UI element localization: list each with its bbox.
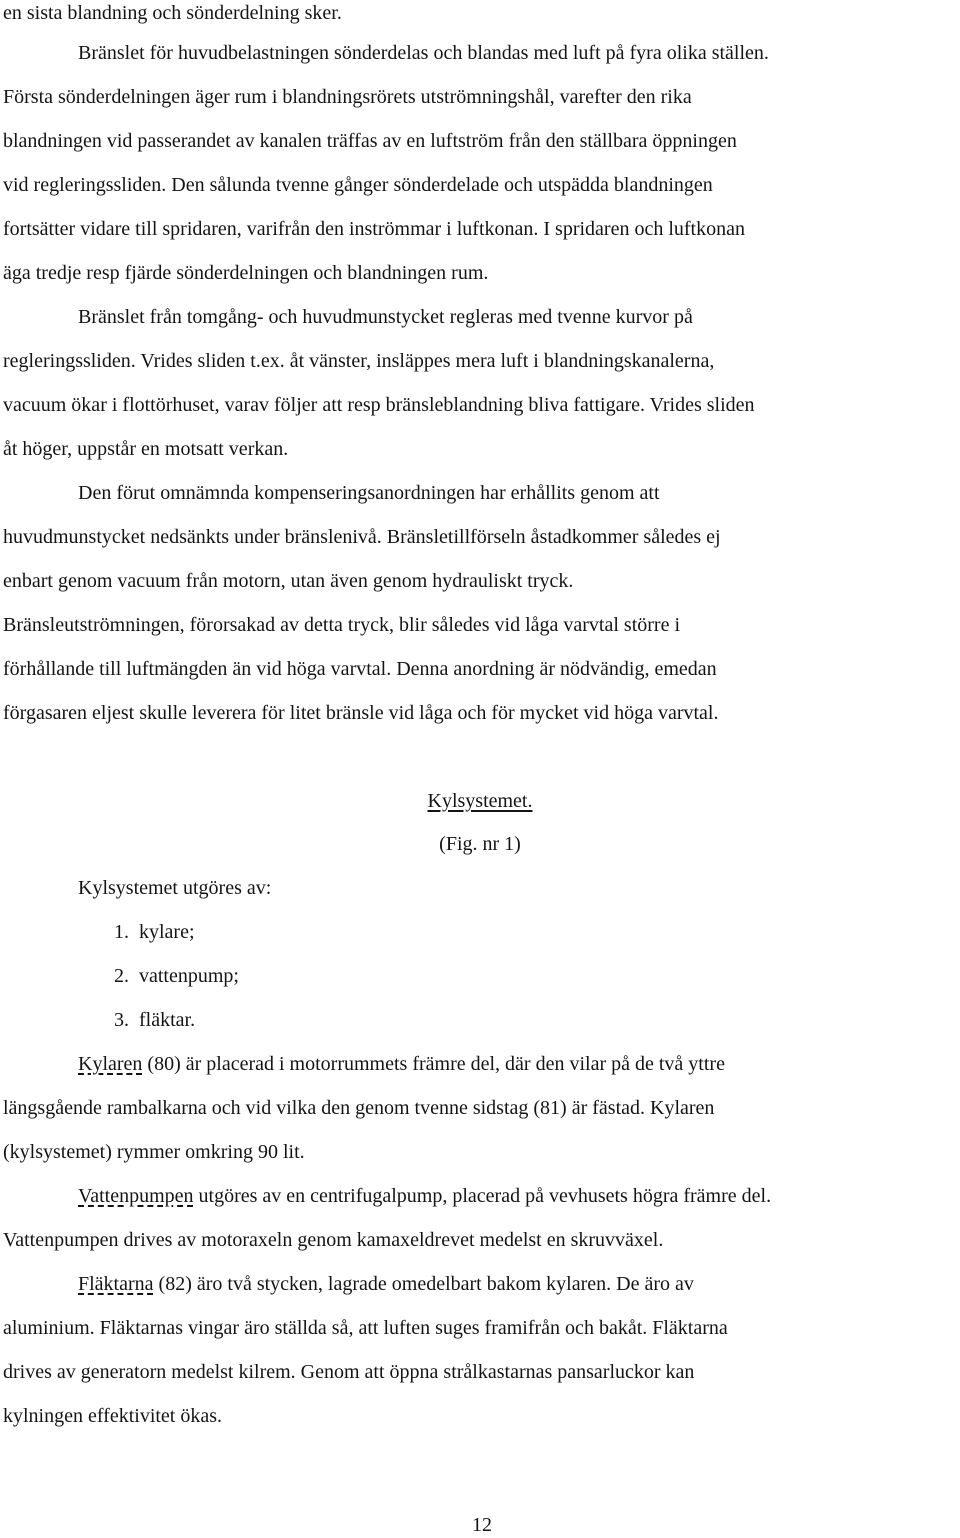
text-line: (kylsystemet) rymmer omkring 90 lit.	[3, 1141, 305, 1163]
text-line: aluminium. Fläktarnas vingar äro ställda så, att luften suges framifrån och bakåt. Fläktarna	[3, 1317, 728, 1339]
paragraph-text: utgöres av en centrifugalpump, placerad på vevhusets högra främre del.	[193, 1185, 772, 1207]
text-line: huvudmunstycket nedsänkts under bränslenivå. Bränsletillförseln åstadkommer således ej	[3, 526, 721, 548]
text-line: blandningen vid passerandet av kanalen träffas av en luftström från den ställbara öppningen	[3, 130, 737, 152]
paragraph-first-line: Bränslet från tomgång- och huvudmunstycket regleras med tvenne kurvor på	[78, 306, 693, 328]
text-line: enbart genom vacuum från motorn, utan även genom hydrauliskt tryck.	[3, 570, 574, 592]
paragraph-vattenpumpen	[78, 1183, 771, 1209]
text-line: förgasaren eljest skulle leverera för litet bränsle vid låga och för mycket vid höga varvtal.	[3, 702, 719, 724]
paragraph-text: (82) äro två stycken, lagrade omedelbart bakom kylaren. De äro av	[153, 1273, 694, 1295]
section-heading	[0, 788, 960, 814]
paragraph-first-line: Bränslet för huvudbelastningen sönderdelas och blandas med luft på fyra olika ställen.	[78, 42, 769, 64]
list-text: fläktar.	[139, 1009, 196, 1031]
list-number: 2.	[114, 965, 129, 987]
term-vattenpumpen: Vattenpumpen	[78, 1185, 194, 1207]
components-intro: Kylsystemet utgöres av:	[78, 877, 272, 899]
list-text: vattenpump;	[139, 965, 239, 987]
text-line: kylningen effektivitet ökas.	[3, 1405, 223, 1427]
paragraph-text: (80) är placerad i motorrummets främre del, där den vilar på de två yttre	[142, 1053, 725, 1075]
text-line: drives av generatorn medelst kilrem. Genom att öppna strålkastarnas pansarluckor kan	[3, 1361, 695, 1383]
term-kylaren: Kylaren	[78, 1053, 143, 1075]
text-line: fortsätter vidare till spridaren, varifrån den inströmmar i luftkonan. I spridaren och luftkonan	[3, 218, 745, 240]
text-line: åt höger, uppstår en motsatt verkan.	[3, 438, 289, 460]
text-line: förhållande till luftmängden än vid höga varvtal. Denna anordning är nödvändig, emedan	[3, 658, 717, 680]
paragraph-first-line: Den förut omnämnda kompenseringsanordningen har erhållits genom att	[78, 482, 660, 504]
text-line: en sista blandning och sönderdelning sker.	[3, 2, 342, 24]
list-number: 1.	[114, 921, 129, 943]
page-number: 12	[472, 1514, 492, 1536]
text-line: vid regleringssliden. Den sålunda tvenne gånger sönderdelade och utspädda blandningen	[3, 174, 713, 196]
term-flaktarna: Fläktarna	[78, 1273, 154, 1295]
heading-title: Kylsystemet.	[427, 790, 533, 812]
text-line: regleringssliden. Vrides sliden t.ex. åt vänster, insläppes mera luft i blandningskanalerna,	[3, 350, 715, 372]
list-item	[114, 963, 239, 989]
list-item	[114, 919, 195, 945]
text-line: Vattenpumpen drives av motoraxeln genom kamaxeldrevet medelst en skruvväxel.	[3, 1229, 664, 1251]
paragraph-flaktarna	[78, 1271, 694, 1297]
text-line: Första sönderdelningen äger rum i blandningsrörets utströmningshål, varefter den rika	[3, 86, 692, 108]
paragraph-kylaren	[78, 1051, 725, 1077]
text-line: äga tredje resp fjärde sönderdelningen och blandningen rum.	[3, 262, 489, 284]
text-line: längsgående rambalkarna och vid vilka den genom tvenne sidstag (81) är fästad. Kylaren	[3, 1097, 715, 1119]
list-item	[114, 1007, 195, 1033]
list-text: kylare;	[139, 921, 195, 943]
text-line: vacuum ökar i flottörhuset, varav följer att resp bränsleblandning bliva fattigare. Vrides sliden	[3, 394, 755, 416]
text-line: Bränsleutströmningen, förorsakad av detta tryck, blir således vid låga varvtal större i	[3, 614, 681, 636]
list-number: 3.	[114, 1009, 129, 1031]
figure-reference: (Fig. nr 1)	[439, 833, 521, 855]
